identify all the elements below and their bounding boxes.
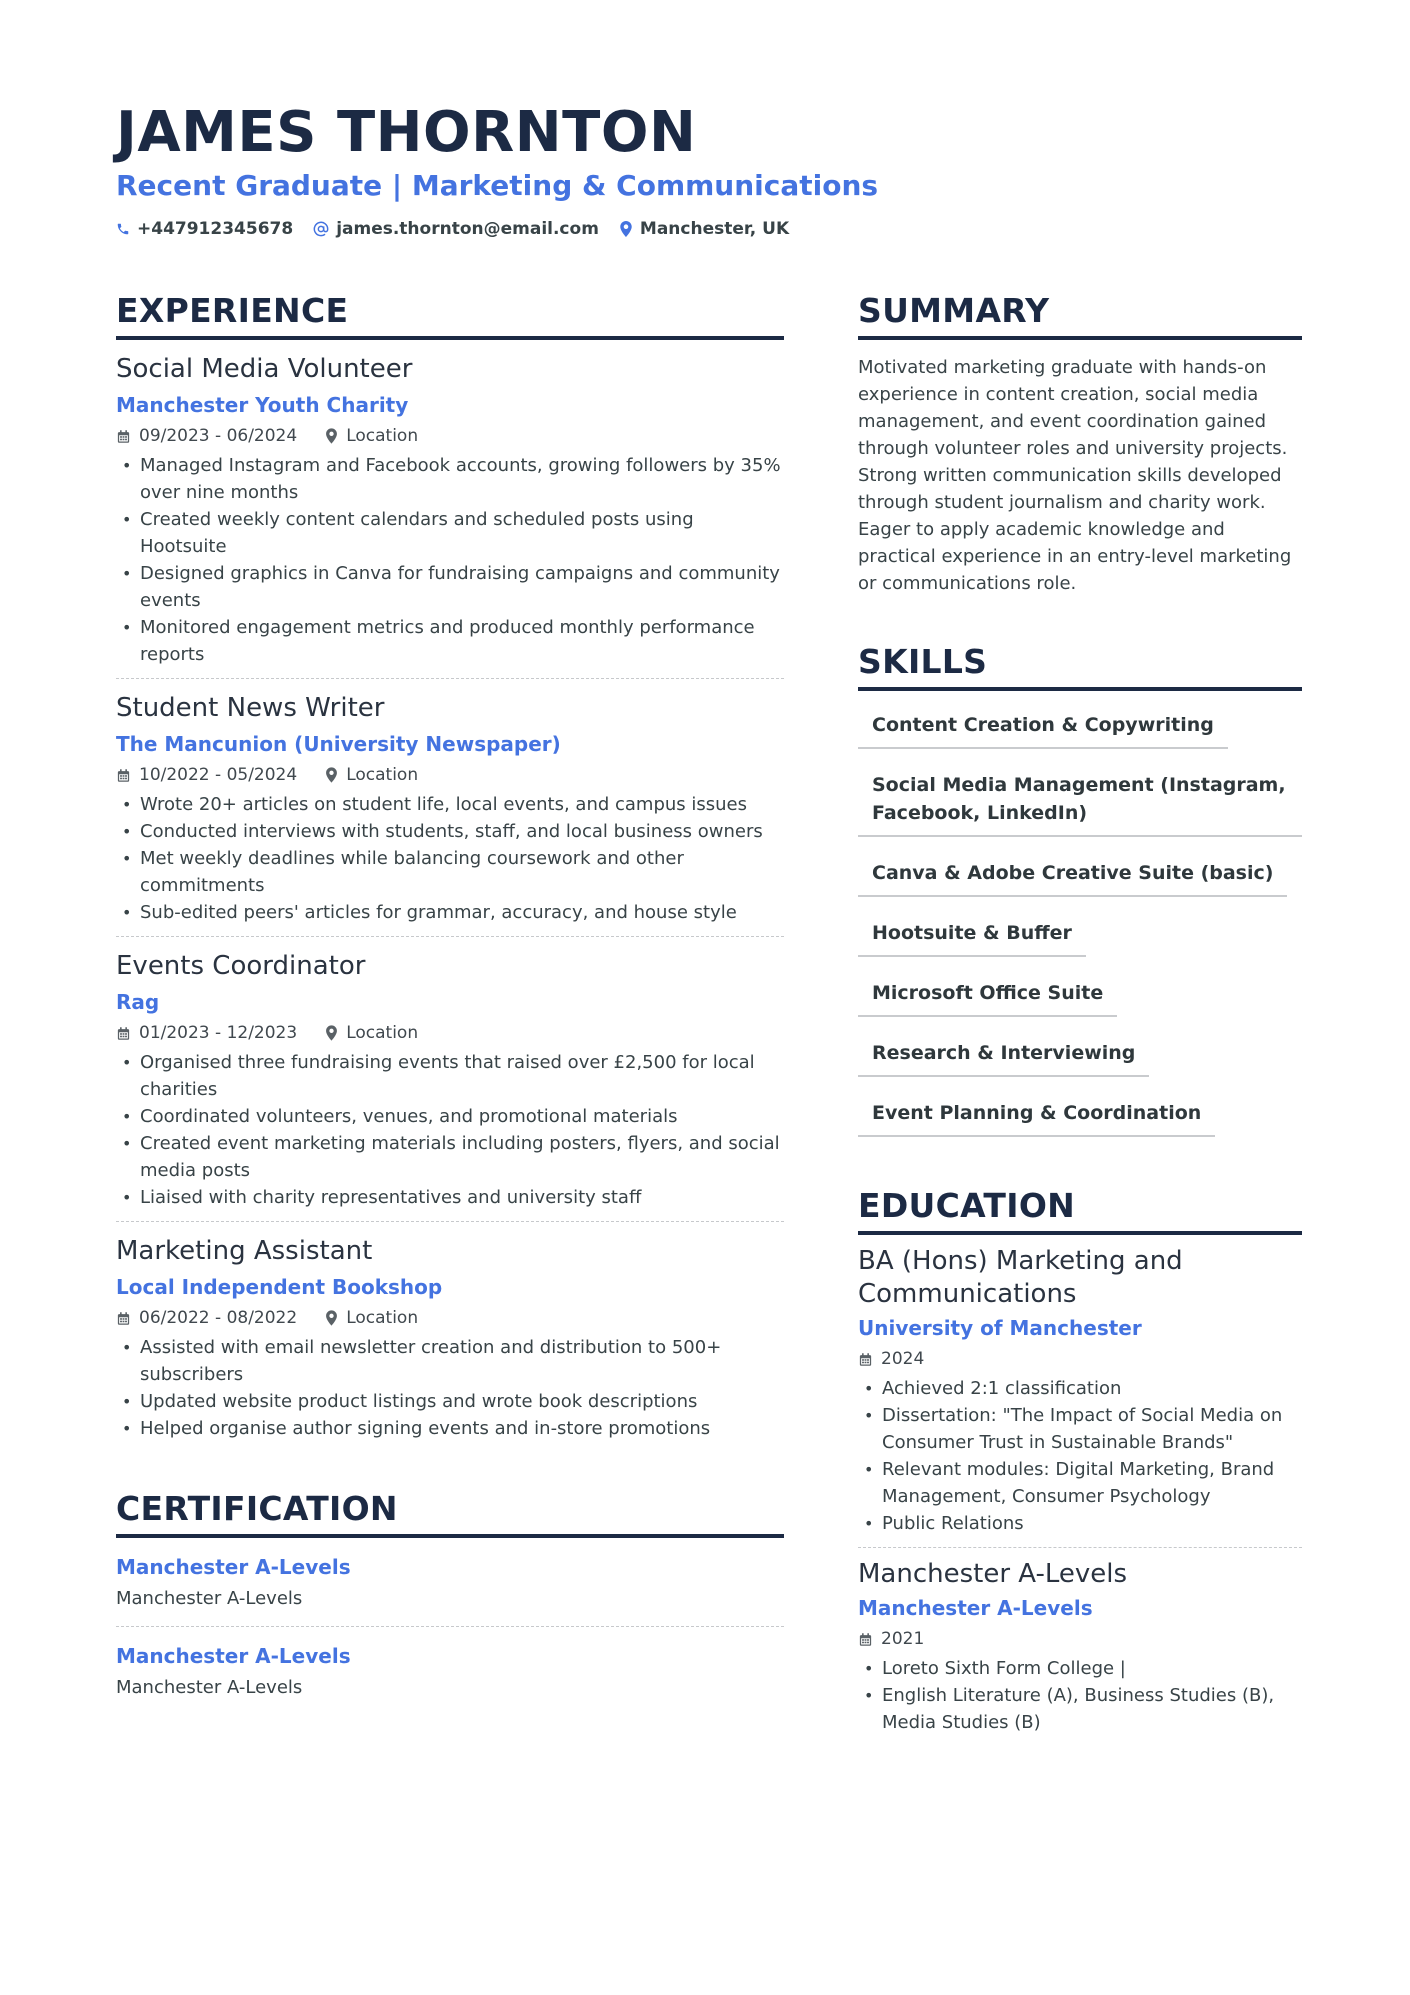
- entry-location: [325, 422, 418, 450]
- bullet-item: • Helped organise author signing events and in-store promotions: [116, 1415, 784, 1442]
- company-name: Manchester Youth Charity: [116, 393, 409, 417]
- contact-phone[interactable]: [116, 219, 293, 239]
- bullet-item: • Created weekly content calendars and scheduled posts using Hootsuite: [116, 506, 784, 560]
- skill-item: Canva & Adobe Creative Suite (basic): [858, 853, 1287, 897]
- entry-dates: [116, 761, 297, 789]
- right-column: [858, 288, 1302, 1746]
- bullet-item: • Wrote 20+ articles on student life, local events, and campus issues: [116, 791, 784, 818]
- skills-heading: SKILLS: [858, 639, 1302, 691]
- job-title: Student News Writer: [116, 693, 385, 723]
- bullet-item: • Loreto Sixth Form College |: [858, 1655, 1302, 1682]
- calendar-icon: [116, 1311, 131, 1326]
- year-text: 2024: [881, 1349, 925, 1369]
- entry-meta: [858, 1345, 1302, 1373]
- bullet-list: [116, 452, 784, 668]
- email-text: james.thornton@email.com: [336, 219, 599, 239]
- bullet-item: • Coordinated volunteers, venues, and promotional materials: [116, 1103, 784, 1130]
- job-title: Events Coordinator: [116, 951, 366, 981]
- bullet-item: • Created event marketing materials including posters, flyers, and social media posts: [116, 1130, 784, 1184]
- bullet-item: • Achieved 2:1 classification: [858, 1375, 1302, 1402]
- calendar-icon: [858, 1352, 873, 1367]
- contact-location: [619, 219, 789, 239]
- location-text: Location: [346, 1308, 419, 1328]
- bullet-list: [858, 1655, 1302, 1736]
- bullet-list: [858, 1375, 1302, 1537]
- entry-location: [325, 1019, 418, 1047]
- skills-list: [858, 705, 1302, 1137]
- certification-name: Manchester A-Levels: [116, 1644, 351, 1668]
- dates-text: 09/2023 - 06/2024: [139, 426, 298, 446]
- experience-heading: EXPERIENCE: [116, 288, 784, 340]
- experience-entry: [116, 937, 784, 1222]
- contact-email[interactable]: [313, 219, 599, 239]
- bullet-item: • Designed graphics in Canva for fundraising campaigns and community events: [116, 560, 784, 614]
- calendar-icon: [858, 1632, 873, 1647]
- bullet-item: • Liaised with charity representatives and university staff: [116, 1184, 784, 1211]
- entry-meta: [116, 422, 784, 450]
- skill-item: Content Creation & Copywriting: [858, 705, 1228, 749]
- job-title: Marketing Assistant: [116, 1236, 373, 1266]
- degree-title: BA (Hons) Marketing and Communications: [858, 1246, 1183, 1309]
- map-pin-icon: [325, 1025, 338, 1041]
- bullet-item: • Sub-edited peers' articles for grammar, accuracy, and house style: [116, 899, 784, 926]
- entry-dates: [858, 1625, 924, 1653]
- entry-location: [325, 761, 418, 789]
- bullet-list: [116, 1334, 784, 1442]
- year-text: 2021: [881, 1629, 925, 1649]
- bullet-item: • Met weekly deadlines while balancing coursework and other commitments: [116, 845, 784, 899]
- bullet-item: • English Literature (A), Business Studies (B), Media Studies (B): [858, 1682, 1302, 1736]
- certification-heading: CERTIFICATION: [116, 1486, 784, 1538]
- phone-text: +447912345678: [137, 219, 294, 239]
- dates-text: 10/2022 - 05/2024: [139, 765, 298, 785]
- summary-text: Motivated marketing graduate with hands-on experience in content creation, social media management, and event coordination gained through volunteer roles and university projects. Strong written communication skills developed through student journalism and charity work. Eager to apply academic knowledge and practical experience in an entry-level marketing or communications role.: [858, 357, 1292, 594]
- skill-item: Microsoft Office Suite: [858, 973, 1117, 1017]
- candidate-name: JAMES THORNTON: [116, 100, 697, 165]
- bullet-item: • Monitored engagement metrics and produced monthly performance reports: [116, 614, 784, 668]
- education-entry: [858, 1548, 1302, 1746]
- bullet-item: • Organised three fundraising events that raised over £2,500 for local charities: [116, 1049, 784, 1103]
- certification-issuer: Manchester A-Levels: [116, 1588, 303, 1609]
- calendar-icon: [116, 768, 131, 783]
- skill-item: Hootsuite & Buffer: [858, 913, 1086, 957]
- location-text: Manchester, UK: [639, 219, 790, 239]
- bullet-list: [116, 1049, 784, 1211]
- location-text: Location: [346, 1023, 419, 1043]
- entry-location: [325, 1304, 418, 1332]
- entry-dates: [116, 422, 297, 450]
- experience-entry: [116, 679, 784, 937]
- education-heading: EDUCATION: [858, 1183, 1302, 1235]
- certification-issuer: Manchester A-Levels: [116, 1677, 303, 1698]
- location-text: Location: [346, 765, 419, 785]
- entry-dates: [116, 1019, 297, 1047]
- certification-name: Manchester A-Levels: [116, 1555, 351, 1579]
- entry-meta: [116, 1304, 784, 1332]
- entry-dates: [116, 1304, 297, 1332]
- phone-icon: [116, 222, 130, 236]
- dates-text: 01/2023 - 12/2023: [139, 1023, 298, 1043]
- entry-meta: [116, 761, 784, 789]
- entry-dates: [858, 1345, 924, 1373]
- entry-meta: [858, 1625, 1302, 1653]
- education-list: [858, 1235, 1302, 1746]
- company-name: Rag: [116, 990, 160, 1014]
- company-name: Local Independent Bookshop: [116, 1275, 443, 1299]
- calendar-icon: [116, 429, 131, 444]
- map-pin-icon: [325, 767, 338, 783]
- location-text: Location: [346, 426, 419, 446]
- bullet-item: • Dissertation: "The Impact of Social Media on Consumer Trust in Sustainable Brands": [858, 1402, 1302, 1456]
- dates-text: 06/2022 - 08/2022: [139, 1308, 298, 1328]
- certification-entry: [116, 1627, 784, 1715]
- contact-bar: [116, 219, 789, 239]
- company-name: The Mancunion (University Newspaper): [116, 732, 561, 756]
- school-name: University of Manchester: [858, 1316, 1142, 1340]
- map-pin-icon: [325, 1310, 338, 1326]
- skill-item: Research & Interviewing: [858, 1033, 1149, 1077]
- bullet-item: • Assisted with email newsletter creation and distribution to 500+ subscribers: [116, 1334, 784, 1388]
- candidate-tagline: Recent Graduate | Marketing & Communications: [116, 169, 879, 202]
- summary-heading: SUMMARY: [858, 288, 1302, 340]
- experience-list: [116, 340, 784, 1452]
- certification-list: [116, 1538, 784, 1715]
- skill-item: Event Planning & Coordination: [858, 1093, 1215, 1137]
- experience-entry: [116, 340, 784, 679]
- experience-entry: [116, 1222, 784, 1452]
- bullet-list: [116, 791, 784, 926]
- bullet-item: • Managed Instagram and Facebook accounts, growing followers by 35% over nine months: [116, 452, 784, 506]
- bullet-item: • Relevant modules: Digital Marketing, Brand Management, Consumer Psychology: [858, 1456, 1302, 1510]
- school-name: Manchester A-Levels: [858, 1596, 1093, 1620]
- calendar-icon: [116, 1026, 131, 1041]
- bullet-item: • Public Relations: [858, 1510, 1302, 1537]
- map-pin-icon: [619, 221, 633, 237]
- education-entry: [858, 1235, 1302, 1548]
- entry-meta: [116, 1019, 784, 1047]
- map-pin-icon: [325, 428, 338, 444]
- job-title: Social Media Volunteer: [116, 354, 413, 384]
- bullet-item: • Updated website product listings and wrote book descriptions: [116, 1388, 784, 1415]
- skill-item: Social Media Management (Instagram, Facebook, LinkedIn): [858, 765, 1302, 837]
- bullet-item: • Conducted interviews with students, staff, and local business owners: [116, 818, 784, 845]
- left-column: [116, 288, 784, 1715]
- at-sign-icon: [313, 221, 329, 237]
- degree-title: Manchester A-Levels: [858, 1559, 1128, 1589]
- certification-entry: [116, 1538, 784, 1627]
